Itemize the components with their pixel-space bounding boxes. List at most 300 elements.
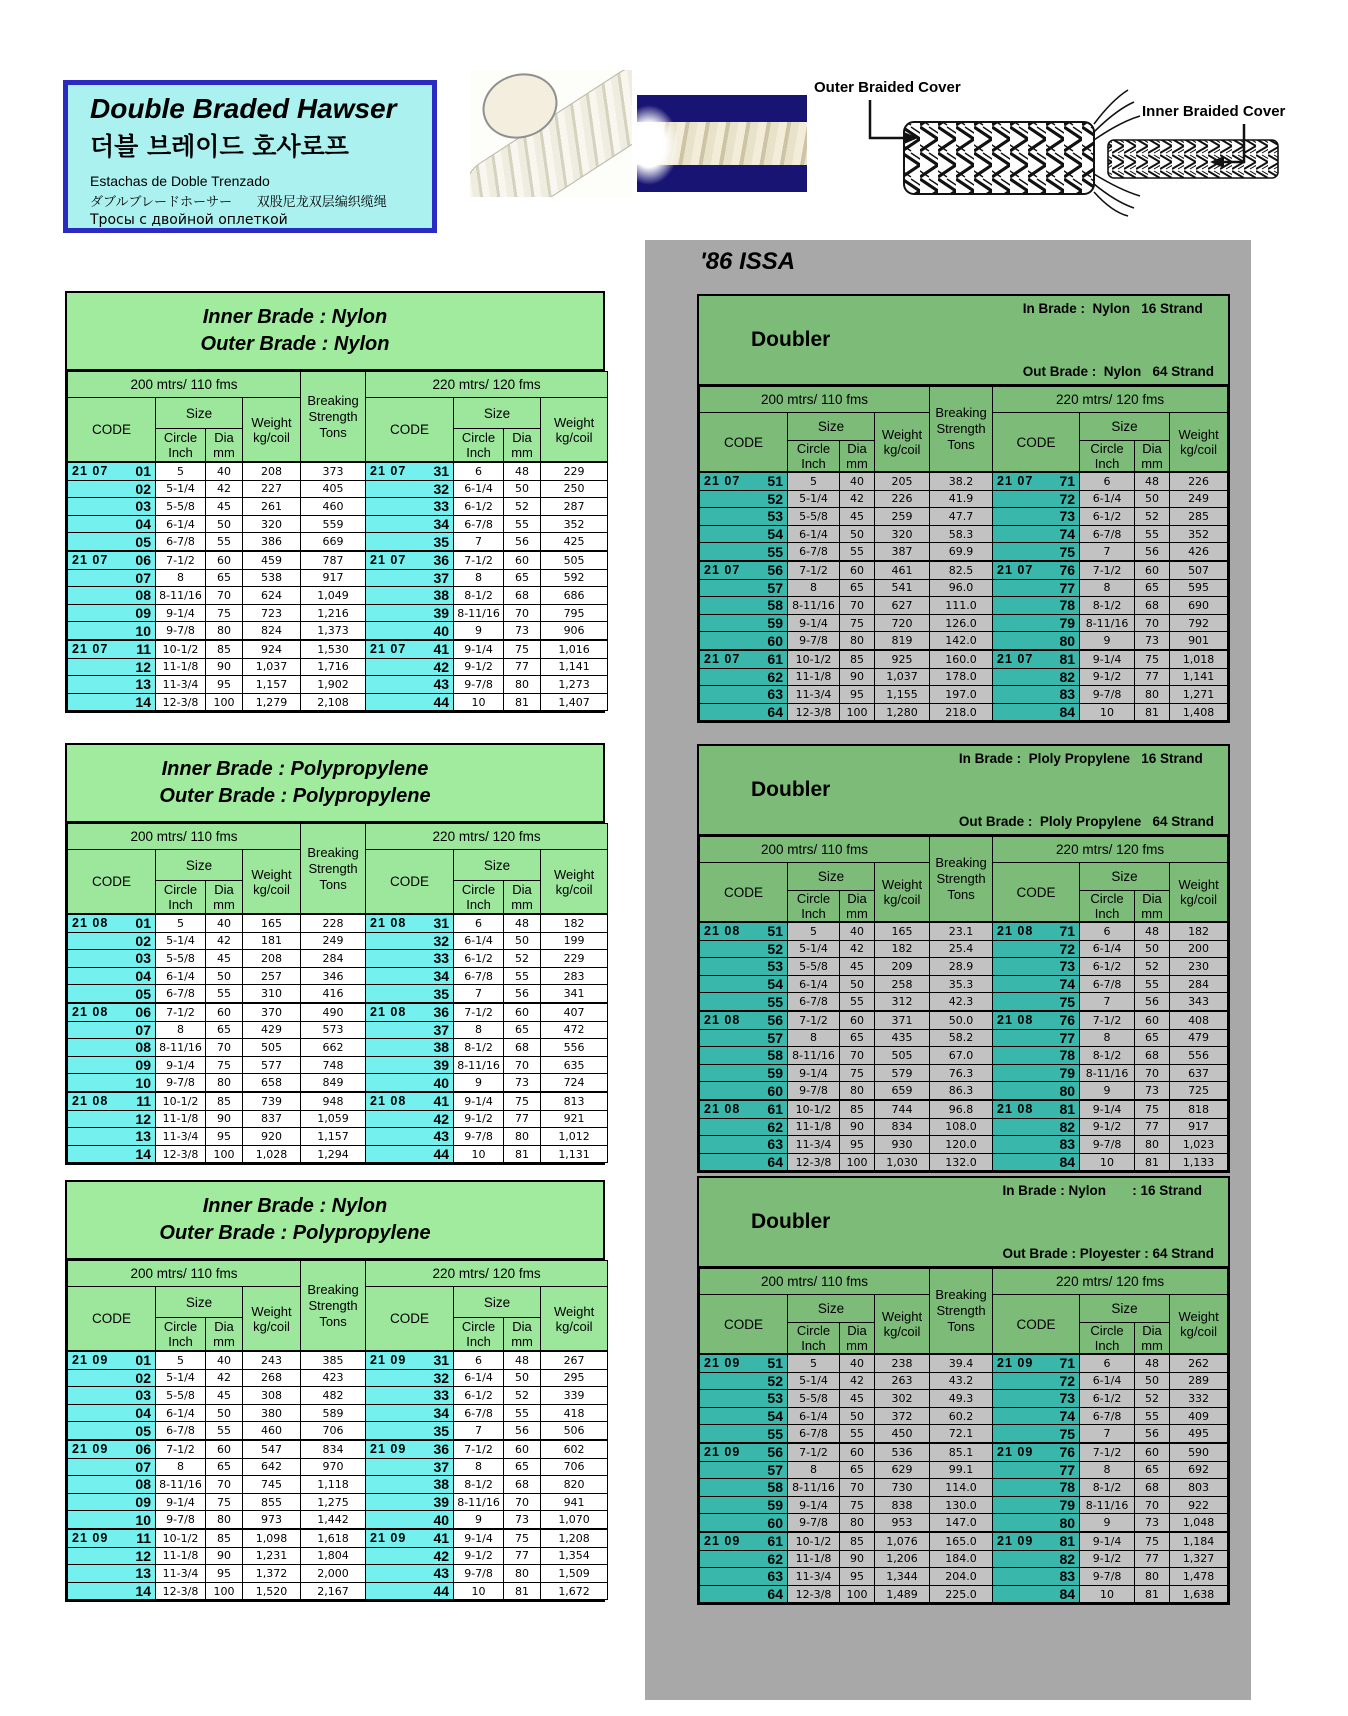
weight-cell-220: 820 [541,1476,608,1494]
weight-cell-220: 495 [1170,1425,1228,1443]
circle-inch-cell-220: 8-11/16 [1080,1496,1135,1514]
code-cell-220: 83 [993,1568,1080,1586]
col-circle-inch-220: Circle Inch [454,881,504,915]
weight-cell-200: 1,028 [243,1145,301,1163]
breaking-strength-cell: 834 [301,1440,366,1458]
code-cell-200: 53 [700,958,788,976]
code-cell-220: 79 [993,1496,1080,1514]
circle-inch-cell-220: 7 [454,1422,504,1440]
col-weight-220 [541,398,608,463]
dia-mm-cell-200: 85 [206,1529,243,1547]
circle-inch-cell-220: 9-7/8 [454,1128,504,1146]
circle-inch-cell-200: 11-1/8 [788,1550,840,1568]
code-cell-220: 21 08 71 [993,922,1080,940]
col-circle-inch-200: Circle Inch [156,429,206,463]
code-cell-220: 33 [366,950,454,968]
breaking-strength-cell: 249 [301,932,366,950]
col-weight-200 [243,850,301,915]
dia-mm-cell-200: 65 [206,1021,243,1039]
weight-cell-220: 556 [541,1039,608,1057]
code-cell-200: 21 08 06 [68,1003,156,1021]
breaking-strength-cell: 917 [301,569,366,587]
weight-cell-200: 838 [875,1496,930,1514]
col-circle-inch-220: Circle Inch [454,1318,504,1352]
dia-mm-cell-220: 73 [1135,1082,1170,1100]
code-cell-220: 21 07 76 [993,561,1080,579]
dia-mm-cell-220: 65 [504,1458,541,1476]
code-cell-220: 84 [993,703,1080,721]
code-cell-200: 14 [68,1582,156,1600]
code-cell-220: 38 [366,587,454,605]
dia-mm-cell-200: 90 [840,668,875,686]
code-cell-220: 21 07 36 [366,551,454,569]
circle-inch-cell-200: 9-7/8 [788,1082,840,1100]
circle-inch-cell-200: 6-7/8 [788,1425,840,1443]
code-cell-220: 74 [993,1407,1080,1425]
dia-mm-cell-220: 65 [1135,579,1170,597]
weight-cell-220: 921 [541,1110,608,1128]
code-cell-200: 62 [700,668,788,686]
weight-cell-200: 320 [243,515,301,533]
weight-cell-220: 1,141 [541,658,608,676]
weight-cell-200: 386 [243,533,301,551]
code-cell-200: 21 07 61 [700,650,788,668]
page-title-es: Estachas de Doble Trenzado [90,173,270,189]
circle-inch-cell-220: 6-7/8 [1080,975,1135,993]
circle-inch-cell-200: 10-1/2 [788,650,840,668]
dia-mm-cell-200: 65 [206,1458,243,1476]
code-cell-200: 13 [68,1565,156,1583]
breaking-strength-cell: 405 [301,480,366,498]
dia-mm-cell-220: 75 [504,1092,541,1110]
kg-coil-label: kg/coil [253,429,290,445]
table-2109-nylon-polypropylene [65,1180,605,1602]
code-cell-220: 75 [993,543,1080,561]
dia-mm-cell-200: 80 [840,1514,875,1532]
circle-inch-cell-220: 8-1/2 [1080,1047,1135,1065]
weight-cell-220: 1,509 [541,1565,608,1583]
weight-cell-200: 624 [243,587,301,605]
circle-inch-cell-220: 7 [454,985,504,1003]
circle-inch-cell-220: 8 [1080,1029,1135,1047]
code-cell-220: 82 [993,668,1080,686]
circle-inch-cell-200: 8-11/16 [156,1039,206,1057]
title-box [63,80,437,233]
code-cell-220: 33 [366,1387,454,1405]
breaking-strength-cell: 385 [301,1351,366,1369]
weight-cell-200: 819 [875,632,930,650]
circle-inch-cell-200: 11-1/8 [156,1547,206,1565]
breaking-strength-cell: 346 [301,967,366,985]
dia-mm-cell-200: 100 [206,693,243,711]
rope-size-table [699,1268,1228,1603]
code-cell-200: 02 [68,932,156,950]
breaking-strength-cell: 58.3 [930,525,993,543]
circle-inch-cell-220: 9-1/4 [1080,650,1135,668]
weight-cell-220: 1,408 [1170,703,1228,721]
code-cell-220: 43 [366,676,454,694]
code-cell-200: 60 [700,1082,788,1100]
breaking-strength-cell: 76.3 [930,1064,993,1082]
weight-cell-220: 906 [541,622,608,640]
circle-inch-cell-220: 9-1/2 [1080,1118,1135,1136]
circle-inch-cell-220: 6-1/2 [1080,1390,1135,1408]
dia-mm-cell-200: 55 [206,533,243,551]
circle-inch-cell-200: 5 [788,472,840,490]
weight-cell-220: 1,012 [541,1128,608,1146]
breaking-label-2: Strength [936,1303,986,1318]
col-breaking-strength [301,372,366,463]
weight-cell-220: 1,638 [1170,1585,1228,1603]
col-dia-mm-220: Dia mm [1135,891,1170,923]
weight-cell-200: 1,520 [243,1582,301,1600]
band-out-brade: Out Brade : Nylon 64 Strand [1022,364,1214,379]
breaking-strength-cell: 970 [301,1458,366,1476]
issa-heading: '86 ISSA [700,248,796,275]
circle-inch-cell-200: 9-1/4 [788,1064,840,1082]
circle-inch-cell-220: 9-1/2 [454,1110,504,1128]
weight-cell-220: 262 [1170,1354,1228,1372]
col-code-220: CODE [993,1295,1080,1355]
col-size-220: Size [454,850,541,881]
dia-mm-cell-220: 48 [504,1351,541,1369]
dia-mm-cell-220: 80 [1135,686,1170,704]
code-cell-220: 83 [993,1136,1080,1154]
weight-label: Weight [553,866,595,882]
code-cell-220: 35 [366,533,454,551]
code-cell-220: 21 07 41 [366,640,454,658]
dia-mm-cell-200: 100 [840,1153,875,1171]
code-cell-200: 13 [68,1128,156,1146]
kg-coil-label: kg/coil [253,1318,290,1334]
circle-inch-cell-220: 6-1/2 [454,1387,504,1405]
rope-highlight [637,105,679,185]
breaking-strength-cell: 120.0 [930,1136,993,1154]
circle-inch-cell-200: 12-3/8 [788,703,840,721]
breaking-strength-cell: 490 [301,1003,366,1021]
code-cell-220: 82 [993,1118,1080,1136]
dia-mm-cell-200: 70 [206,587,243,605]
band-title-line1: Inner Brade : Polypropylene [161,758,429,780]
code-cell-220: 21 08 31 [366,914,454,932]
breaking-strength-cell: 1,442 [301,1511,366,1529]
dia-mm-cell-200: 75 [840,614,875,632]
code-cell-220: 83 [993,686,1080,704]
breaking-label-2: Strength [308,408,358,424]
circle-inch-cell-220: 6-1/4 [1080,1372,1135,1390]
inner-cover-label: Inner Braided Cover [1142,103,1286,120]
dia-mm-cell-200: 42 [206,1369,243,1387]
dia-mm-cell-220: 77 [504,658,541,676]
dia-mm-cell-220: 52 [1135,1390,1170,1408]
breaking-strength-cell: 60.2 [930,1407,993,1425]
circle-inch-cell-200: 9-1/4 [156,1493,206,1511]
weight-cell-220: 1,271 [1170,686,1228,704]
dia-mm-cell-200: 70 [840,597,875,615]
code-cell-200: 21 09 01 [68,1351,156,1369]
code-cell-220: 44 [366,693,454,711]
kg-coil-label: kg/coil [883,442,921,457]
col-code-200: CODE [700,863,788,923]
breaking-strength-cell: 114.0 [930,1479,993,1497]
circle-inch-cell-220: 9 [1080,1514,1135,1532]
code-cell-200: 21 07 56 [700,561,788,579]
weight-cell-220: 1,273 [541,676,608,694]
hawser-table [697,744,1230,1173]
weight-cell-200: 1,372 [243,1565,301,1583]
dia-mm-cell-220: 80 [504,676,541,694]
breaking-strength-cell: 111.0 [930,597,993,615]
circle-inch-cell-220: 10 [454,1582,504,1600]
hawser-table [65,1180,605,1602]
weight-cell-200: 380 [243,1404,301,1422]
code-cell-220: 37 [366,1021,454,1039]
dia-mm-cell-200: 55 [206,1422,243,1440]
weight-label: Weight [553,1303,595,1319]
code-cell-220: 21 08 36 [366,1003,454,1021]
col-weight-220 [541,1287,608,1352]
code-cell-220: 77 [993,579,1080,597]
breaking-strength-cell: 67.0 [930,1047,993,1065]
circle-inch-cell-220: 7-1/2 [1080,561,1135,579]
code-cell-200: 10 [68,1074,156,1092]
circle-inch-cell-220: 10 [1080,1585,1135,1603]
weight-cell-200: 1,231 [243,1547,301,1565]
code-cell-200: 63 [700,1568,788,1586]
weight-cell-200: 268 [243,1369,301,1387]
code-cell-200: 57 [700,1029,788,1047]
band-doubler-row [699,296,1228,384]
code-cell-220: 77 [993,1461,1080,1479]
code-cell-200: 63 [700,686,788,704]
code-cell-200: 03 [68,1387,156,1405]
col-group-200mtrs: 200 mtrs/ 110 fms [68,372,301,398]
dia-mm-cell-200: 42 [840,1372,875,1390]
rope-size-table [699,836,1228,1171]
weight-cell-220: 1,018 [1170,650,1228,668]
kg-coil-label: kg/coil [555,429,593,445]
code-cell-200: 21 09 56 [700,1443,788,1461]
weight-label: Weight [553,414,595,430]
circle-inch-cell-200: 12-3/8 [788,1153,840,1171]
circle-inch-cell-220: 6-7/8 [1080,1407,1135,1425]
circle-inch-cell-220: 8-11/16 [454,604,504,622]
dia-mm-cell-220: 77 [1135,1550,1170,1568]
tons-label: Tons [947,437,975,452]
dia-mm-cell-220: 52 [504,1387,541,1405]
code-cell-200: 12 [68,658,156,676]
table-body [68,462,608,711]
code-cell-200: 21 08 01 [68,914,156,932]
code-cell-200: 54 [700,975,788,993]
code-cell-200: 58 [700,1047,788,1065]
circle-inch-cell-200: 8-11/16 [156,587,206,605]
code-cell-200: 21 08 11 [68,1092,156,1110]
tons-label: Tons [947,1319,975,1334]
dia-mm-cell-220: 50 [504,932,541,950]
weight-cell-220: 592 [541,569,608,587]
circle-inch-cell-200: 5 [788,922,840,940]
dia-mm-cell-220: 75 [1135,1100,1170,1118]
circle-inch-cell-200: 12-3/8 [156,693,206,711]
dia-mm-cell-200: 45 [206,498,243,516]
dia-mm-cell-220: 68 [1135,597,1170,615]
rope-cross-section-photo [637,95,807,192]
breaking-strength-cell: 662 [301,1039,366,1057]
weight-cell-200: 208 [243,462,301,480]
circle-inch-cell-200: 7-1/2 [156,551,206,569]
code-cell-220: 84 [993,1153,1080,1171]
breaking-label-1: Breaking [935,405,987,420]
tons-label: Tons [319,1313,347,1329]
circle-inch-cell-220: 8 [454,569,504,587]
breaking-strength-cell: 132.0 [930,1153,993,1171]
col-breaking-strength [930,1269,993,1355]
circle-inch-cell-220: 9-1/2 [454,658,504,676]
dia-mm-cell-200: 70 [206,1476,243,1494]
col-group-220mtrs: 220 mtrs/ 120 fms [366,1261,608,1287]
weight-cell-200: 209 [875,958,930,976]
code-cell-220: 39 [366,1493,454,1511]
code-cell-200: 03 [68,498,156,516]
code-cell-220: 82 [993,1550,1080,1568]
rope-size-table [67,823,608,1163]
circle-inch-cell-200: 5 [156,462,206,480]
code-cell-200: 02 [68,480,156,498]
code-cell-200: 21 07 01 [68,462,156,480]
weight-cell-220: 267 [541,1351,608,1369]
circle-inch-cell-200: 5-1/4 [156,932,206,950]
weight-cell-220: 595 [1170,579,1228,597]
weight-cell-200: 1,489 [875,1585,930,1603]
dia-mm-cell-220: 56 [504,1422,541,1440]
weight-cell-220: 339 [541,1387,608,1405]
breaking-strength-cell: 559 [301,515,366,533]
kg-coil-label: kg/coil [1180,442,1217,457]
dia-mm-cell-220: 73 [504,1511,541,1529]
weight-label: Weight [881,877,923,892]
breaking-strength-cell: 1,059 [301,1110,366,1128]
dia-mm-cell-220: 52 [504,950,541,968]
dia-mm-cell-200: 80 [206,1074,243,1092]
weight-cell-200: 1,157 [243,676,301,694]
circle-inch-cell-220: 7-1/2 [1080,1443,1135,1461]
dia-mm-cell-220: 56 [1135,1425,1170,1443]
weight-cell-220: 637 [1170,1064,1228,1082]
weight-cell-200: 1,155 [875,686,930,704]
breaking-strength-cell: 1,157 [301,1128,366,1146]
code-cell-200: 10 [68,1511,156,1529]
table-title-band [67,293,603,371]
weight-cell-200: 1,037 [875,668,930,686]
dia-mm-cell-220: 55 [1135,525,1170,543]
weight-cell-200: 730 [875,1479,930,1497]
dia-mm-cell-220: 70 [1135,1496,1170,1514]
circle-inch-cell-220: 6 [454,1351,504,1369]
dia-mm-cell-200: 50 [206,967,243,985]
table-2108-doubler-polypropylene [697,744,1230,1173]
circle-inch-cell-200: 5-1/4 [788,490,840,508]
circle-inch-cell-220: 9 [454,1511,504,1529]
circle-inch-cell-220: 8 [454,1458,504,1476]
weight-cell-200: 372 [875,1407,930,1425]
weight-cell-200: 547 [243,1440,301,1458]
weight-cell-220: 1,023 [1170,1136,1228,1154]
band-in-brade: In Brade : Ploly Propylene 16 Strand [958,751,1203,766]
weight-cell-200: 312 [875,993,930,1011]
weight-cell-200: 258 [875,975,930,993]
code-cell-200: 07 [68,1458,156,1476]
circle-inch-cell-200: 5 [788,1354,840,1372]
breaking-strength-cell: 849 [301,1074,366,1092]
breaking-strength-cell: 787 [301,551,366,569]
dia-mm-cell-200: 55 [840,993,875,1011]
circle-inch-cell-200: 9-1/4 [156,1056,206,1074]
code-cell-200: 59 [700,1064,788,1082]
rope-size-table [67,1260,608,1600]
dia-mm-cell-220: 70 [1135,614,1170,632]
col-weight-200 [875,1295,930,1355]
weight-cell-220: 635 [541,1056,608,1074]
breaking-strength-cell: 284 [301,950,366,968]
circle-inch-cell-200: 6-7/8 [788,543,840,561]
code-cell-220: 34 [366,515,454,533]
col-circle-inch-200: Circle Inch [788,1323,840,1355]
col-circle-inch-220: Circle Inch [1080,1323,1135,1355]
dia-mm-cell-200: 75 [840,1496,875,1514]
dia-mm-cell-200: 50 [206,1404,243,1422]
kg-coil-label: kg/coil [1180,1324,1217,1339]
circle-inch-cell-220: 9 [454,1074,504,1092]
circle-inch-cell-220: 6-1/4 [454,1369,504,1387]
col-code-200: CODE [68,1287,156,1352]
kg-coil-label: kg/coil [555,881,593,897]
table-title-band [699,746,1228,836]
dia-mm-cell-200: 40 [840,472,875,490]
code-cell-200: 09 [68,1493,156,1511]
breaking-strength-cell: 2,167 [301,1582,366,1600]
kg-coil-label: kg/coil [883,1324,921,1339]
code-cell-220: 40 [366,622,454,640]
code-cell-220: 79 [993,614,1080,632]
code-cell-200: 03 [68,950,156,968]
breaking-strength-cell: 41.9 [930,490,993,508]
dia-mm-cell-220: 65 [504,1021,541,1039]
circle-inch-cell-220: 6-1/2 [1080,508,1135,526]
dia-mm-cell-200: 80 [206,1511,243,1529]
dia-mm-cell-220: 50 [504,480,541,498]
weight-cell-220: 917 [1170,1118,1228,1136]
dia-mm-cell-220: 60 [504,551,541,569]
weight-cell-220: 295 [541,1369,608,1387]
code-cell-200: 05 [68,985,156,1003]
dia-mm-cell-200: 95 [206,1128,243,1146]
weight-cell-200: 659 [875,1082,930,1100]
dia-mm-cell-200: 40 [840,1354,875,1372]
breaking-strength-cell: 204.0 [930,1568,993,1586]
dia-mm-cell-200: 65 [206,569,243,587]
dia-mm-cell-220: 56 [1135,543,1170,561]
col-circle-inch-200: Circle Inch [156,1318,206,1352]
circle-inch-cell-220: 9-1/4 [1080,1532,1135,1550]
code-cell-220: 35 [366,1422,454,1440]
circle-inch-cell-200: 6-1/4 [156,515,206,533]
weight-cell-200: 973 [243,1511,301,1529]
col-size-200: Size [788,413,875,441]
weight-cell-220: 792 [1170,614,1228,632]
weight-cell-200: 925 [875,650,930,668]
weight-cell-200: 165 [243,914,301,932]
